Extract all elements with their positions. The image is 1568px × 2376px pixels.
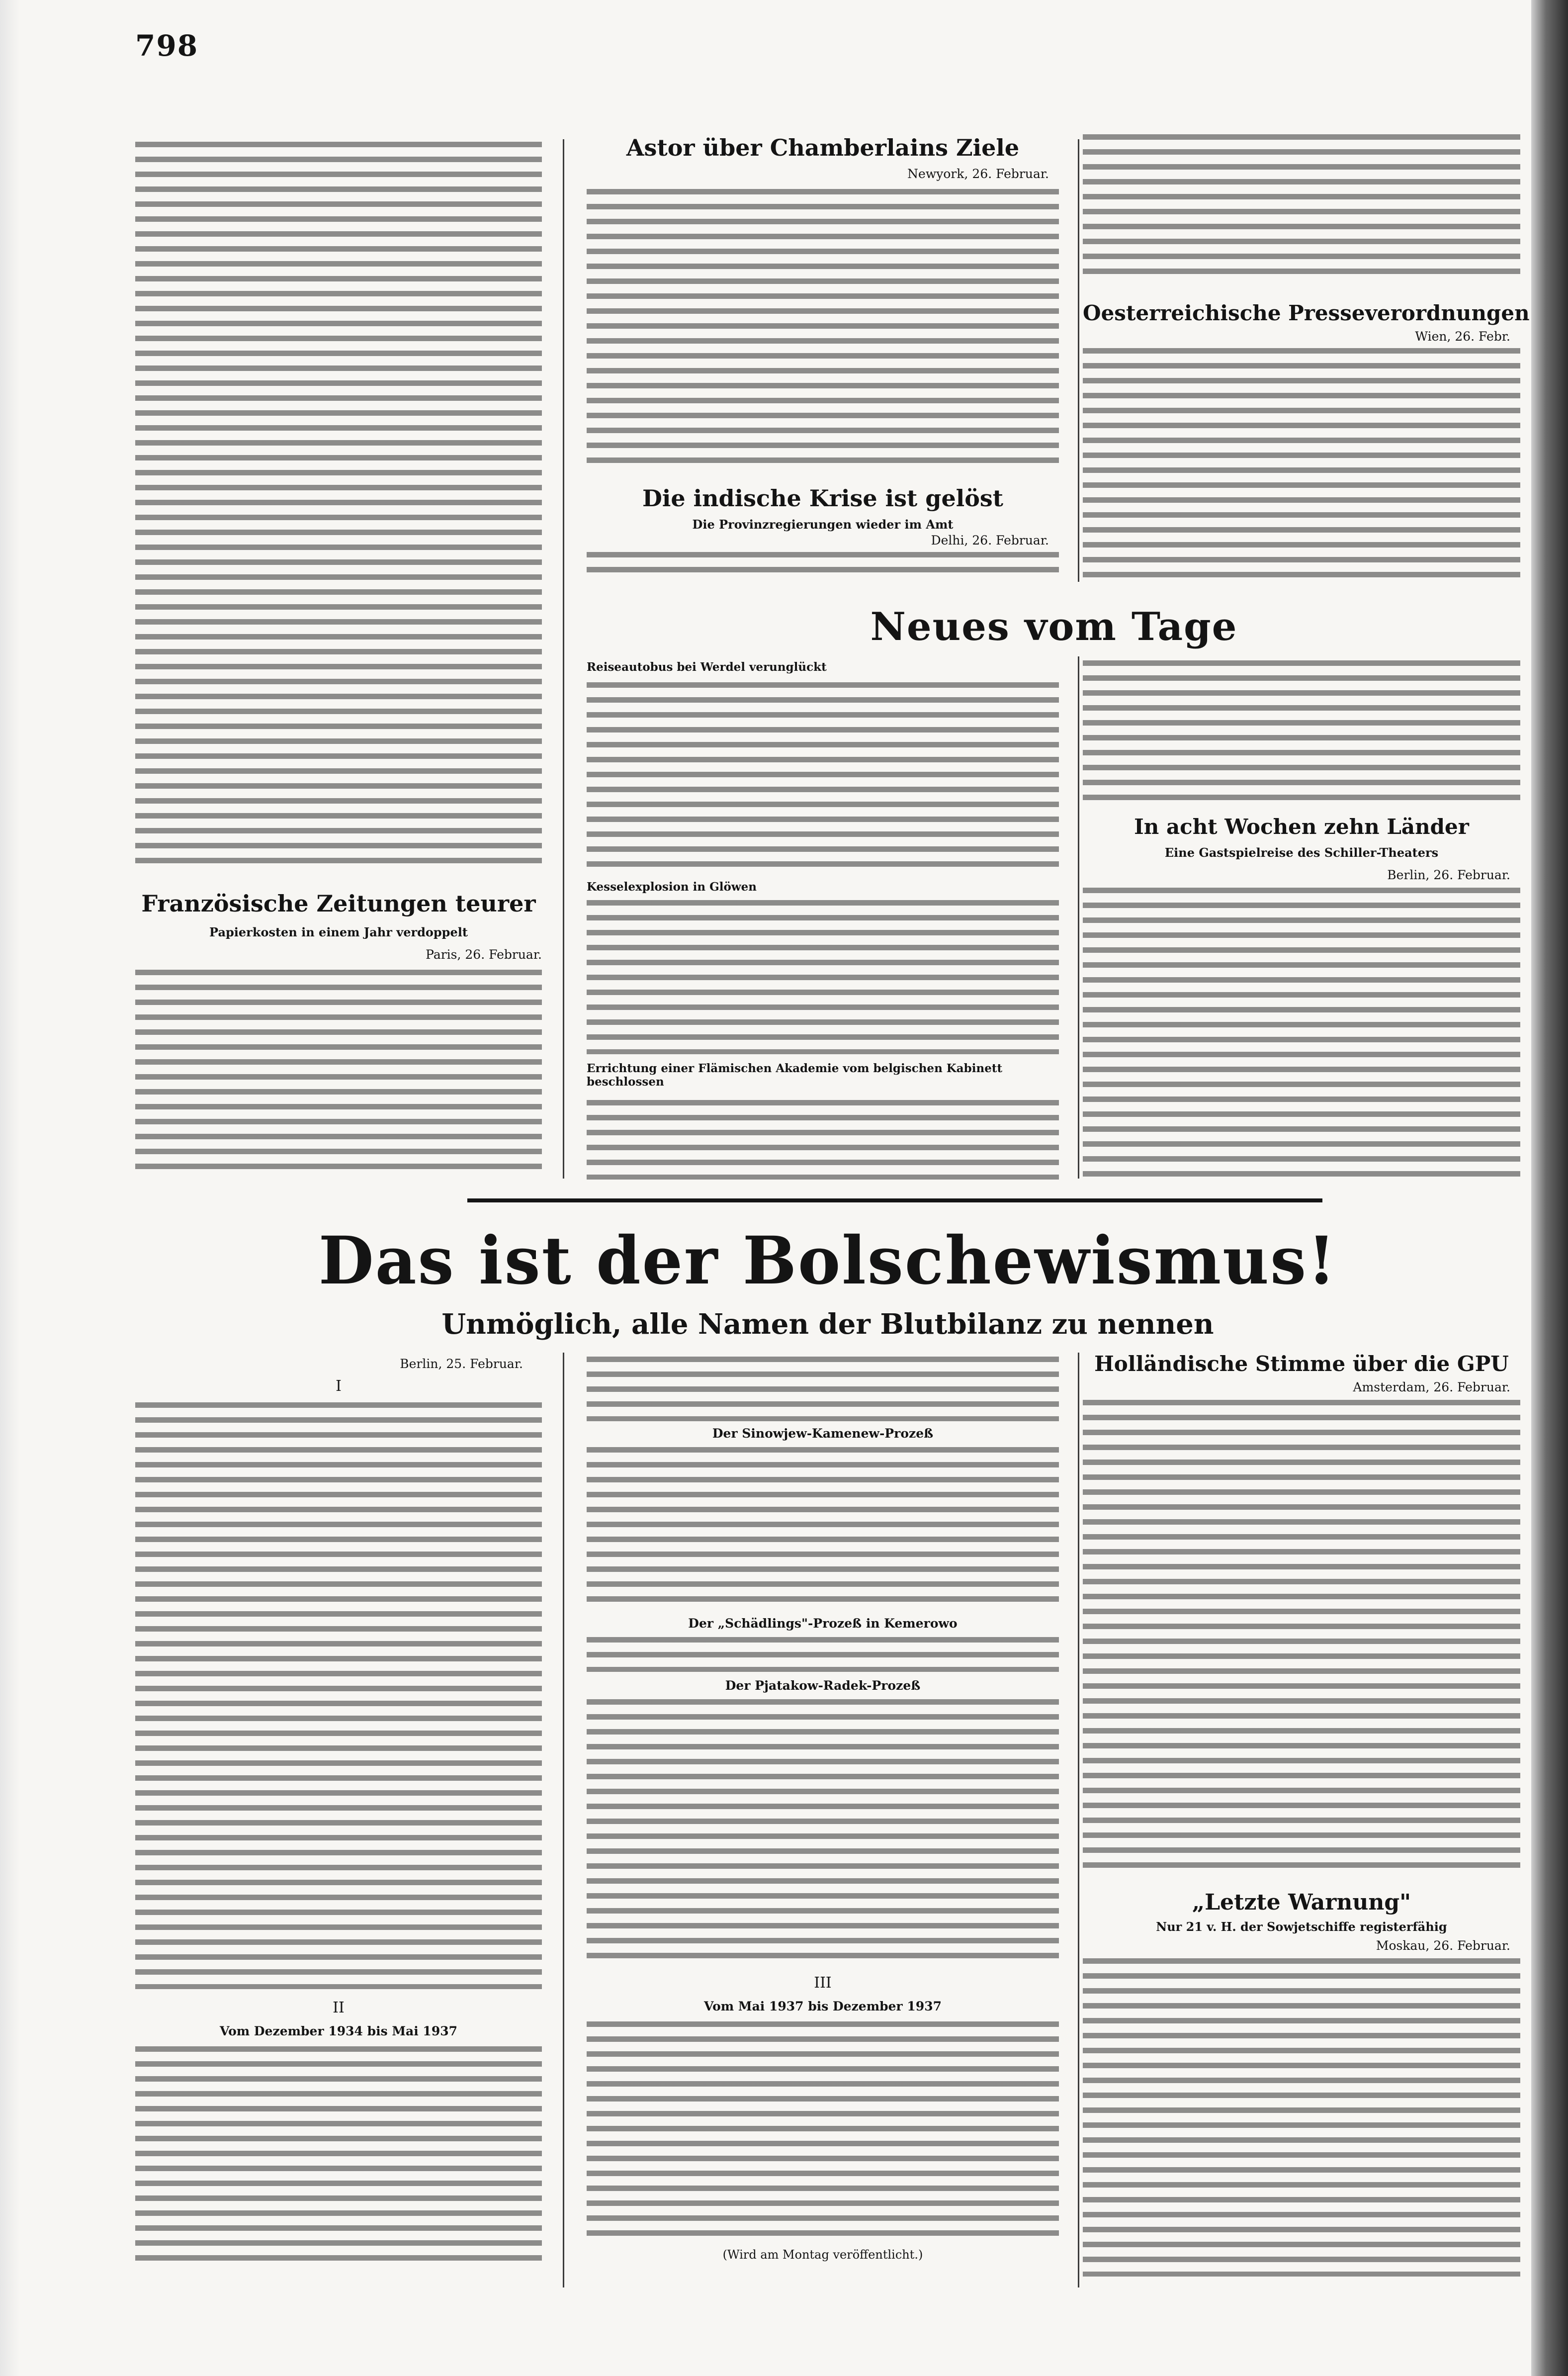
feature-body-section-1 <box>135 1402 542 1989</box>
article-subline-french-papers: Papierkosten in einem Jahr verdoppelt <box>209 925 468 939</box>
column-rule <box>563 1353 564 2287</box>
section-3-heading: Vom Mai 1937 bis Dezember 1937 <box>703 1999 942 2013</box>
article-headline-last-warning: „Letzte Warnung" <box>1192 1890 1411 1915</box>
article-body-dutch-voice <box>1083 1400 1520 1872</box>
news-item-subline-schiller-theater: Eine Gastspielreise des Schiller-Theaters <box>1164 845 1439 860</box>
feature-body-kemerowo <box>587 1637 1059 1672</box>
scan-edge-left <box>0 0 20 2376</box>
feature-body-section-2 <box>135 2046 542 2265</box>
column-rule <box>563 139 564 1179</box>
section-number-3: III <box>814 1974 832 1992</box>
news-item-body-gloewen <box>587 900 1059 1054</box>
article-dateline-delhi: Delhi, 26. Februar. <box>931 533 1049 548</box>
section-number-2: II <box>333 1999 345 2016</box>
feature-body-sinowjew-kamenew <box>587 1447 1059 1611</box>
news-item-headline-schiller-theater: In acht Wochen zehn Länder <box>1134 815 1469 839</box>
news-item-body-continued <box>1083 660 1520 805</box>
article-dateline-wien: Wien, 26. Febr. <box>1415 329 1510 344</box>
section-number-1: I <box>336 1377 342 1395</box>
article-dateline-paris: Paris, 26. Februar. <box>426 947 542 962</box>
feature-headline: Das ist der Bolschewismus! <box>318 1222 1337 1299</box>
article-body-india <box>587 552 1059 582</box>
continuation-note: (Wird am Montag veröffentlicht.) <box>722 2248 923 2262</box>
article-headline-india: Die indische Krise ist gelöst <box>642 485 1004 512</box>
scan-edge-right <box>1531 0 1568 2376</box>
article-dateline-moskau: Moskau, 26. Februar. <box>1376 1938 1510 1953</box>
page-number: 798 <box>135 29 199 63</box>
feature-subline: Unmöglich, alle Namen der Blutbilanz zu nennen <box>441 1308 1214 1341</box>
section-2-heading: Vom Dezember 1934 bis Mai 1937 <box>219 2024 458 2038</box>
article-column-top-left <box>135 142 542 865</box>
column-rule <box>1078 1353 1079 2287</box>
news-item-body-flemish-academy <box>587 1100 1059 1180</box>
feature-rule <box>467 1198 1322 1202</box>
article-body-last-warning <box>1083 1958 1520 2277</box>
feature-body-pjatakow-radek <box>587 1699 1059 1968</box>
news-item-heading-flemish-academy: Errichtung einer Flämischen Akademie vom belgischen Kabinett beschlossen <box>587 1062 1003 1089</box>
article-subline-last-warning: Nur 21 v. H. der Sowjetschiffe registerfähig <box>1156 1919 1447 1934</box>
article-dateline-amsterdam: Amsterdam, 26. Februar. <box>1353 1380 1510 1394</box>
article-dateline-newyork: Newyork, 26. Februar. <box>907 167 1049 181</box>
feature-dateline-berlin: Berlin, 25. Februar. <box>400 1357 523 1371</box>
news-item-dateline-berlin: Berlin, 26. Februar. <box>1387 868 1510 882</box>
article-headline-dutch-voice: Holländische Stimme über die GPU <box>1094 1352 1509 1376</box>
article-headline-austria: Oesterreichische Presseverordnungen <box>1083 301 1530 325</box>
article-headline-astor: Astor über Chamberlains Ziele <box>626 134 1020 161</box>
column-rule <box>1078 656 1079 1179</box>
article-subline-india: Die Provinzregierungen wieder im Amt <box>692 517 954 532</box>
heading-pjatakow-radek-trial: Der Pjatakow-Radek-Prozeß <box>725 1678 921 1693</box>
article-body-astor <box>587 189 1059 467</box>
heading-sinowjew-kamenew-trial: Der Sinowjew-Kamenew-Prozeß <box>712 1426 934 1441</box>
heading-kemerowo-trial: Der „Schädlings"-Prozeß in Kemerowo <box>688 1616 958 1631</box>
section-title-neues-vom-tage: Neues vom Tage <box>870 604 1238 649</box>
news-item-body-werdel <box>587 682 1059 871</box>
news-item-heading-werdel: Reiseautobus bei Werdel verunglückt <box>587 660 827 674</box>
article-headline-french-papers: Französische Zeitungen teurer <box>141 890 536 917</box>
feature-body-column-2-top <box>587 1357 1059 1421</box>
column-rule <box>1078 139 1079 582</box>
news-item-heading-gloewen: Kesselexplosion in Glöwen <box>587 880 757 894</box>
feature-body-section-3 <box>587 2021 1059 2240</box>
news-item-body-schiller-theater <box>1083 888 1520 1179</box>
article-body-french-papers <box>135 970 542 1179</box>
article-column-top-right <box>1083 134 1520 278</box>
article-body-austria <box>1083 348 1520 582</box>
